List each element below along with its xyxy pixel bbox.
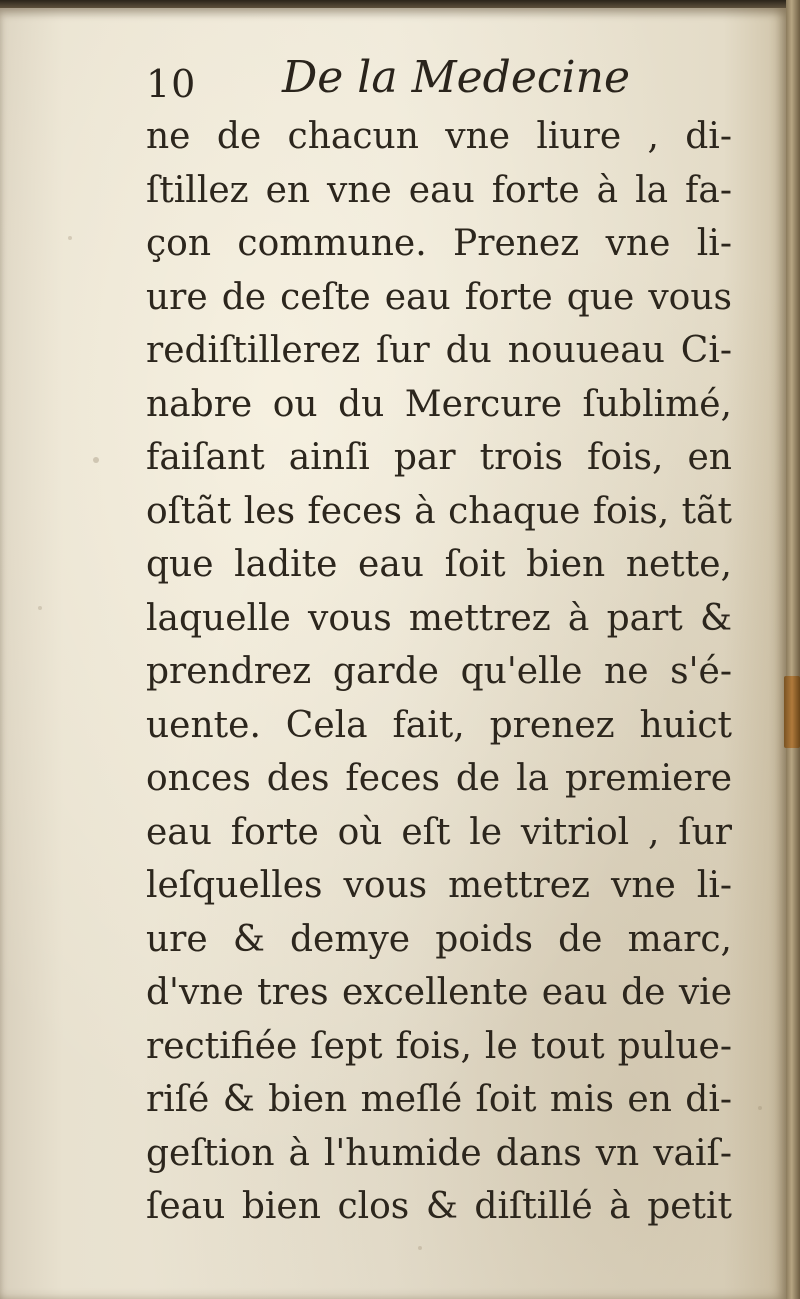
running-head (0, 50, 786, 114)
text-line: faiſant ainſi par trois fois, en (146, 437, 732, 478)
text-line: eau forte où eſt le vitriol , ſur (146, 811, 732, 853)
text-line: rectifiée ſept fois, le tout pulue- (146, 1025, 732, 1067)
text-line: çon commune. Prenez vne li- (146, 223, 732, 264)
text-line: d'vne tres excellente eau de vie (146, 972, 732, 1013)
text-line: riſé & bien meſlé ſoit mis en di- (146, 1079, 732, 1120)
text-line: laquelle vous mettrez à part & (146, 597, 732, 639)
book-page (0, 8, 786, 1299)
text-line: rediſtillerez ſur du nouueau Ci- (146, 330, 732, 371)
text-line: nabre ou du Mercure ſublimé, (146, 383, 732, 425)
running-title: De la Medecine (282, 52, 630, 103)
text-line: leſquelles vous mettrez vne li- (146, 865, 732, 906)
text-line: geſtion à l'humide dans vn vaiſ- (146, 1132, 732, 1174)
text-line: ure & demye poids de marc, (146, 918, 732, 960)
text-line: ne de chacun vne liure , di- (146, 116, 732, 157)
text-line: prendrez garde qu'elle ne s'é- (146, 651, 732, 692)
page-tab-marker (784, 676, 800, 748)
text-line: uente. Cela fait, prenez huict (146, 704, 732, 746)
book-gutter (786, 0, 800, 1299)
page-number: 10 (146, 62, 197, 106)
text-line: que ladite eau ſoit bien nette, (146, 544, 732, 585)
text-line: onces des feces de la premiere (146, 758, 732, 799)
text-line: ſtillez en vne eau forte à la fa- (146, 169, 732, 211)
text-line: ſeau bien clos & diſtillé à petit (146, 1186, 732, 1227)
body-text (146, 110, 732, 1234)
text-line: oſtãt les feces à chaque fois, tãt (146, 490, 732, 532)
text-line: ure de ceſte eau forte que vous (146, 276, 732, 318)
